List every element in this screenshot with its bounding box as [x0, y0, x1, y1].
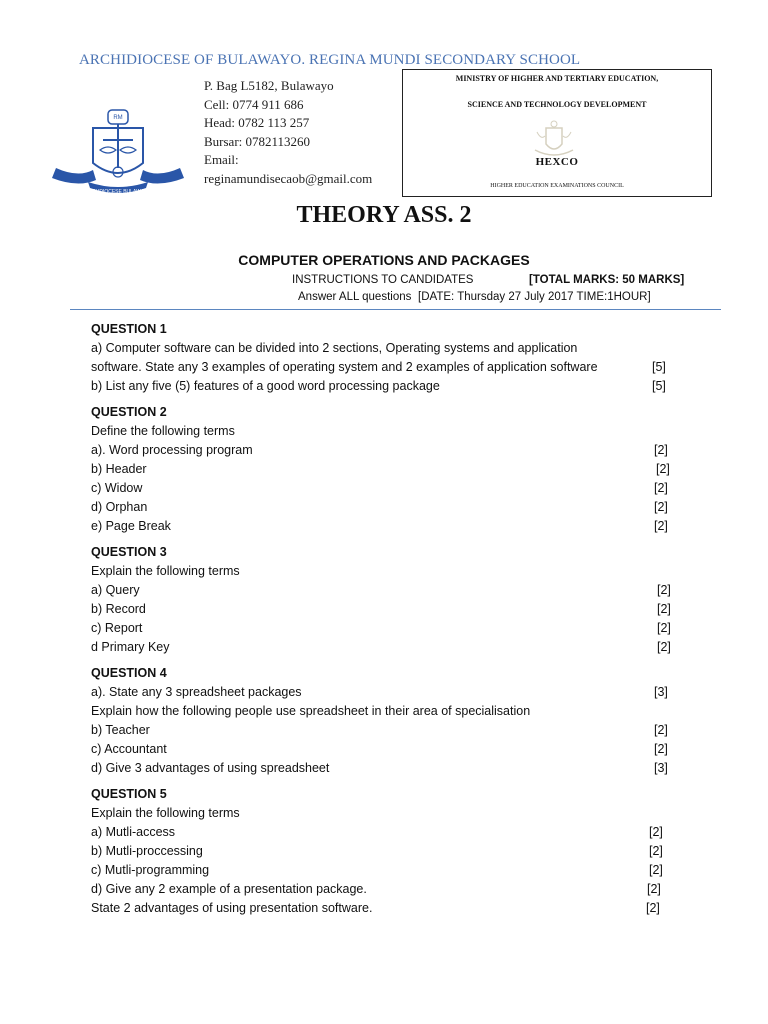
mark-allocation: [2]: [647, 882, 661, 896]
question-text: software. State any 3 examples of operating system and 2 examples of application software: [91, 360, 598, 374]
question-line: [91, 880, 691, 899]
question-line: [91, 517, 691, 536]
question-line: [91, 721, 691, 740]
question-text: b) Header: [91, 462, 147, 476]
question-text: c) Mutli-programming: [91, 863, 210, 877]
question-text: d Primary Key: [91, 640, 170, 654]
question-text: c) Widow: [91, 481, 143, 495]
question-line: [91, 804, 691, 823]
divider: [70, 309, 721, 310]
mark-allocation: [2]: [649, 863, 663, 877]
question-text: d) Give 3 advantages of using spreadsheet: [91, 761, 330, 775]
mark-allocation: [2]: [646, 901, 660, 915]
council-label: HIGHER EDUCATION EXAMINATIONS COUNCIL: [490, 183, 624, 189]
question-text: Define the following terms: [91, 424, 235, 438]
question-line: [91, 358, 691, 377]
answer-row: [298, 291, 651, 303]
mark-allocation: [3]: [654, 685, 668, 699]
question-line: [91, 581, 691, 600]
coat-of-arms-icon: [531, 120, 577, 160]
question-text: c) Report: [91, 621, 143, 635]
question-text: a) Computer software can be divided into 2 sections, Operating systems and application: [91, 341, 578, 355]
questions-section: [91, 320, 691, 925]
question-text: Explain how the following people use spreadsheet in their area of specialisation: [91, 704, 531, 718]
school-crest-logo: [48, 108, 188, 198]
question-heading: QUESTION 2: [91, 405, 167, 419]
page-title: THEORY ASS. 2: [296, 202, 472, 228]
mark-allocation: [3]: [654, 761, 668, 775]
question-heading: QUESTION 3: [91, 545, 167, 559]
question-text: a) Mutli-access: [91, 825, 176, 839]
question-text: a). Word processing program: [91, 443, 253, 457]
question-line: [91, 740, 691, 759]
question-line: [91, 683, 691, 702]
question-line: [91, 460, 691, 479]
logo-ribbon-text: ARCHDIOCESE BULAWAYO: [85, 189, 151, 195]
question-block: [91, 785, 691, 918]
question-text: State 2 advantages of using presentation software.: [91, 901, 373, 915]
contact-address: P. Bag L5182, Bulawayo: [204, 78, 334, 93]
subject-title: COMPUTER OPERATIONS AND PACKAGES: [238, 252, 530, 268]
question-block: [91, 664, 691, 778]
hexco-label: HEXCO: [535, 156, 579, 168]
question-heading: QUESTION 1: [91, 322, 167, 336]
contact-email-label: Email:: [204, 152, 239, 167]
mark-allocation: [2]: [654, 481, 668, 495]
mark-allocation: [5]: [652, 360, 666, 374]
question-text: b) Record: [91, 602, 146, 616]
total-marks: [TOTAL MARKS: 50 MARKS]: [529, 274, 685, 286]
question-line: [91, 422, 691, 441]
contact-email: reginamundisecaob@gmail.com: [204, 170, 373, 186]
question-block: [91, 403, 691, 536]
hexco-box: [402, 69, 712, 197]
mark-allocation: [2]: [657, 640, 671, 654]
contact-bursar: Bursar: 0782113260: [204, 133, 311, 149]
question-line: [91, 861, 691, 880]
mark-allocation: [5]: [652, 379, 666, 393]
school-name: ARCHIDIOCESE OF BULAWAYO. REGINA MUNDI SECONDARY SCHOOL: [79, 52, 581, 68]
mark-allocation: [2]: [657, 583, 671, 597]
date-time: [DATE: Thursday 27 July 2017 TIME:1HOUR]: [418, 291, 651, 303]
logo-motto: RM: [113, 115, 123, 121]
question-line: [91, 339, 691, 358]
question-line: [91, 600, 691, 619]
question-line: [91, 441, 691, 460]
question-text: Explain the following terms: [91, 564, 240, 578]
answer-all-label: Answer ALL questions: [298, 291, 412, 303]
contact-head: Head: 0782 113 257: [204, 115, 310, 130]
question-text: d) Orphan: [91, 500, 148, 514]
contact-details: [204, 77, 372, 188]
question-line: [91, 842, 691, 861]
question-line: [91, 899, 691, 918]
question-text: a). State any 3 spreadsheet packages: [91, 685, 302, 699]
question-line: [91, 823, 691, 842]
mark-allocation: [2]: [654, 723, 668, 737]
ministry-line-1: MINISTRY OF HIGHER AND TERTIARY EDUCATION,: [455, 74, 659, 83]
mark-allocation: [2]: [654, 519, 668, 533]
question-text: c) Accountant: [91, 742, 167, 756]
question-text: b) Teacher: [91, 723, 150, 737]
question-line: [91, 702, 691, 721]
question-line: [91, 498, 691, 517]
question-line: [91, 619, 691, 638]
question-text: Explain the following terms: [91, 806, 240, 820]
question-heading: QUESTION 5: [91, 787, 167, 801]
question-line: [91, 759, 691, 778]
mark-allocation: [2]: [656, 462, 670, 476]
question-text: a) Query: [91, 583, 140, 597]
question-heading: QUESTION 4: [91, 666, 167, 680]
question-block: [91, 320, 691, 396]
mark-allocation: [2]: [657, 621, 671, 635]
question-text: d) Give any 2 example of a presentation package.: [91, 882, 367, 896]
question-text: b) Mutli-proccessing: [91, 844, 203, 858]
question-line: [91, 377, 691, 396]
question-text: e) Page Break: [91, 519, 171, 533]
contact-cell: Cell: 0774 911 686: [204, 96, 304, 112]
instructions-row: [292, 274, 685, 286]
mark-allocation: [2]: [649, 825, 663, 839]
question-line: [91, 562, 691, 581]
question-block: [91, 543, 691, 657]
mark-allocation: [2]: [654, 443, 668, 457]
instructions-label: INSTRUCTIONS TO CANDIDATES: [292, 274, 474, 286]
mark-allocation: [2]: [654, 742, 668, 756]
mark-allocation: [2]: [657, 602, 671, 616]
ministry-line-2: SCIENCE AND TECHNOLOGY DEVELOPMENT: [467, 100, 647, 109]
question-line: [91, 638, 691, 657]
mark-allocation: [2]: [649, 844, 663, 858]
mark-allocation: [2]: [654, 500, 668, 514]
question-text: b) List any five (5) features of a good word processing package: [91, 379, 440, 393]
question-line: [91, 479, 691, 498]
